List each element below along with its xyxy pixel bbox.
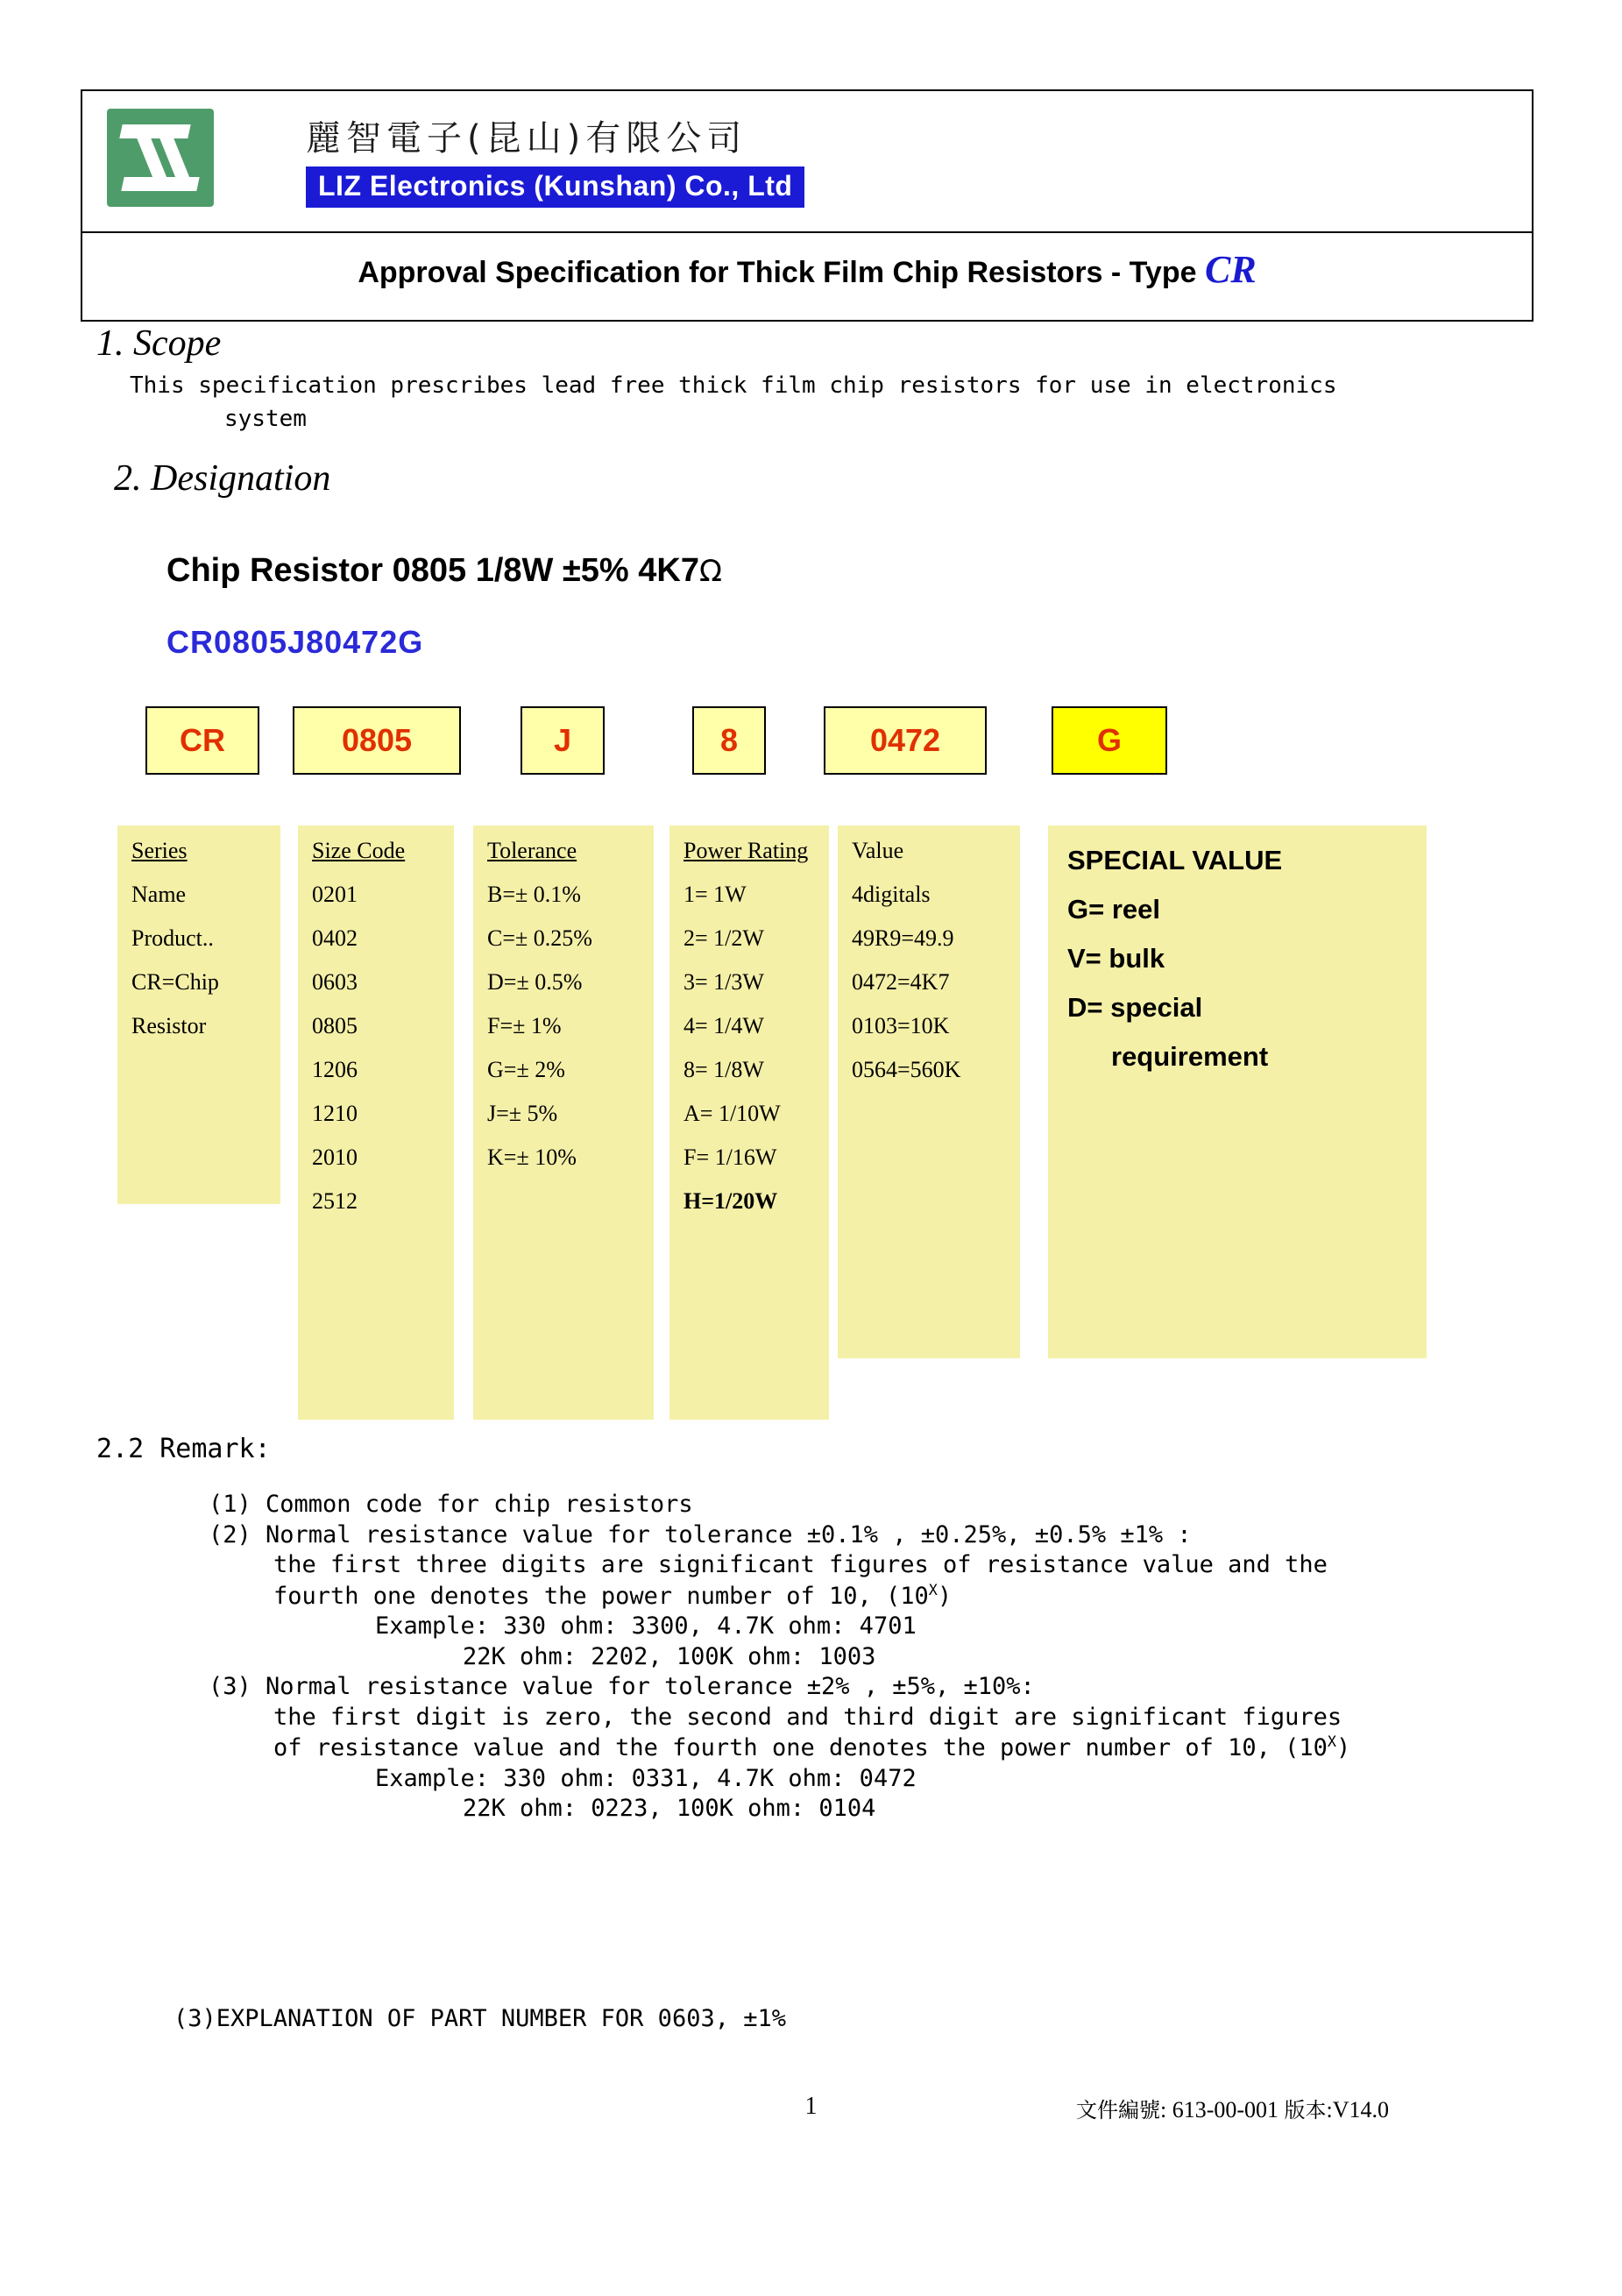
- legend-value-item: 0103=10K: [852, 1013, 950, 1038]
- legend-size-code-item: 1206: [312, 1057, 358, 1082]
- legend-tolerance: [473, 826, 654, 1420]
- legend-power-rating-header: Power Rating: [684, 838, 809, 863]
- legend-tolerance-item: D=± 0.5%: [487, 969, 583, 995]
- remark-item-3-line-1: (3) Normal resistance value for tolerance ±2% , ±5%, ±10%:: [209, 1673, 1035, 1701]
- legend-size-code-item: 0402: [312, 925, 358, 951]
- remark-item-3-exponent: X: [1327, 1733, 1336, 1751]
- legend-tolerance-item: F=± 1%: [487, 1013, 562, 1038]
- company-name-english: LIZ Electronics (Kunshan) Co., Ltd: [306, 167, 804, 208]
- scope-line-1: This specification prescribes lead free thick film chip resistors for use in electronics: [130, 372, 1337, 399]
- remark-item-3-line-3-b: ): [1335, 1734, 1351, 1762]
- legend-tolerance-item: B=± 0.1%: [487, 882, 581, 907]
- legend-power-rating-item: H=1/20W: [684, 1188, 778, 1214]
- legend-power-rating-item: 4= 1/4W: [684, 1013, 764, 1038]
- page-number: 1: [804, 2093, 818, 2120]
- document-title-type: CR: [1204, 248, 1257, 291]
- company-logo-icon: [107, 109, 214, 207]
- legend-power-rating-item: 3= 1/3W: [684, 969, 764, 995]
- legend-power-rating-item: 8= 1/8W: [684, 1057, 764, 1082]
- remark-body: [209, 1490, 1541, 1825]
- legend-value-item: 0564=560K: [852, 1057, 961, 1082]
- remark-item-3-example-2: 22K ohm: 0223, 100K ohm: 0104: [463, 1795, 876, 1823]
- legend-tolerance-item: G=± 2%: [487, 1057, 565, 1082]
- document-title-text: Approval Specification for Thick Film Chip Resistors - Type: [358, 256, 1205, 289]
- remark-item-2-exponent: X: [928, 1580, 938, 1598]
- document-version-value: :V14.0: [1326, 2097, 1390, 2122]
- legend-size-code-item: 2512: [312, 1188, 358, 1214]
- designation-heading: 2. Designation: [114, 458, 331, 499]
- legend-tolerance-item: C=± 0.25%: [487, 925, 592, 951]
- remark-item-2-line-3-a: fourth one denotes the power number of 10, (10: [273, 1582, 929, 1610]
- code-chip-power: 8: [692, 706, 766, 775]
- legend-tolerance-item: K=± 10%: [487, 1144, 577, 1170]
- legend-special-value-item: G= reel: [1067, 894, 1160, 925]
- scope-line-2: system: [224, 405, 307, 432]
- legend-special-value-item: V= bulk: [1067, 943, 1165, 974]
- ohm-symbol: Ω: [698, 554, 722, 589]
- code-chip-size: 0805: [293, 706, 461, 775]
- legend-size-code-item: 0805: [312, 1013, 358, 1038]
- legend-size-code-item: 2010: [312, 1144, 358, 1170]
- remark-item-1: (1) Common code for chip resistors: [209, 1491, 693, 1518]
- legend-series-item: Resistor: [131, 1013, 207, 1038]
- remark-item-2-line-3: [273, 1581, 1541, 1612]
- legend-power-rating-item: 1= 1W: [684, 882, 747, 907]
- legend-series-item: CR=Chip: [131, 969, 219, 995]
- legend-power-rating-item: F= 1/16W: [684, 1144, 777, 1170]
- legend-value: [838, 826, 1020, 1358]
- legend-series-item: Name: [131, 882, 187, 907]
- legend-size-code: [298, 826, 454, 1420]
- code-chip-value: 0472: [824, 706, 987, 775]
- legend-size-code-item: 1210: [312, 1101, 358, 1126]
- document-id-label: 文件編號: [1076, 2098, 1160, 2122]
- document-id-value: : 613-00-001: [1160, 2097, 1285, 2122]
- legend-special-value-item: D= special: [1067, 992, 1203, 1023]
- code-chip-tolerance: J: [521, 706, 605, 775]
- document-id: [1076, 2093, 1389, 2123]
- legend-power-rating-item: 2= 1/2W: [684, 925, 764, 951]
- part-description-text: Chip Resistor 0805 1/8W ±5% 4K7: [166, 552, 699, 589]
- remark-item-2-line-1: (2) Normal resistance value for tolerance ±0.1% , ±0.25%, ±0.5% ±1% :: [209, 1520, 1192, 1548]
- remark-item-2-example-1: Example: 330 ohm: 3300, 4.7K ohm: 4701: [375, 1612, 917, 1641]
- remark-item-4: (3)EXPLANATION OF PART NUMBER FOR 0603, ±1%: [174, 2005, 786, 2032]
- legend-special-value: [1048, 826, 1427, 1358]
- part-description: [166, 552, 722, 590]
- remark-item-3-line-3-a: of resistance value and the fourth one denotes the power number of 10, (10: [273, 1734, 1328, 1762]
- part-number: CR0805J80472G: [166, 624, 424, 660]
- remark-item-3-line-3: [273, 1733, 1541, 1764]
- remark-heading: 2.2 Remark:: [96, 1434, 271, 1464]
- legend-size-code-item: 0603: [312, 969, 358, 995]
- legend-value-item: 49R9=49.9: [852, 925, 954, 951]
- document-title: [82, 247, 1532, 292]
- code-chip-series: CR: [145, 706, 259, 775]
- legend-size-code-item: 0201: [312, 882, 358, 907]
- scope-heading: 1. Scope: [96, 323, 222, 364]
- legend-power-rating-item: A= 1/10W: [684, 1101, 781, 1126]
- remark-item-3-example-1: Example: 330 ohm: 0331, 4.7K ohm: 0472: [375, 1764, 917, 1792]
- legend-series-item: Product..: [131, 925, 214, 951]
- remark-item-2-line-3-b: ): [937, 1582, 953, 1610]
- legend-series: [117, 826, 280, 1204]
- legend-tolerance-item: J=± 5%: [487, 1101, 558, 1126]
- document-version-label: 版本: [1284, 2098, 1327, 2122]
- legend-power-rating: [669, 826, 829, 1420]
- legend-size-code-header: Size Code: [312, 838, 406, 863]
- legend-special-value-header: SPECIAL VALUE: [1067, 845, 1283, 875]
- legend-series-header: Series: [131, 838, 188, 863]
- remark-item-3-line-2: the first digit is zero, the second and third digit are significant figures: [273, 1703, 1342, 1731]
- company-name-chinese: 麗智電子(昆山)有限公司: [306, 118, 747, 159]
- remark-item-2-example-2: 22K ohm: 2202, 100K ohm: 1003: [463, 1642, 876, 1670]
- logo-row: [82, 91, 1532, 231]
- document-header: [81, 89, 1533, 322]
- legend-value-item: 4digitals: [852, 882, 931, 907]
- code-chip-packaging: G: [1052, 706, 1167, 775]
- legend-special-value-item: requirement: [1111, 1041, 1269, 1072]
- legend-tolerance-header: Tolerance: [487, 838, 577, 863]
- legend-value-header: Value: [852, 838, 904, 863]
- legend-value-item: 0472=4K7: [852, 969, 950, 995]
- header-divider: [82, 231, 1532, 233]
- remark-item-2-line-2: the first three digits are significant figures of resistance value and the: [273, 1551, 1328, 1579]
- scope-paragraph: [130, 370, 1514, 436]
